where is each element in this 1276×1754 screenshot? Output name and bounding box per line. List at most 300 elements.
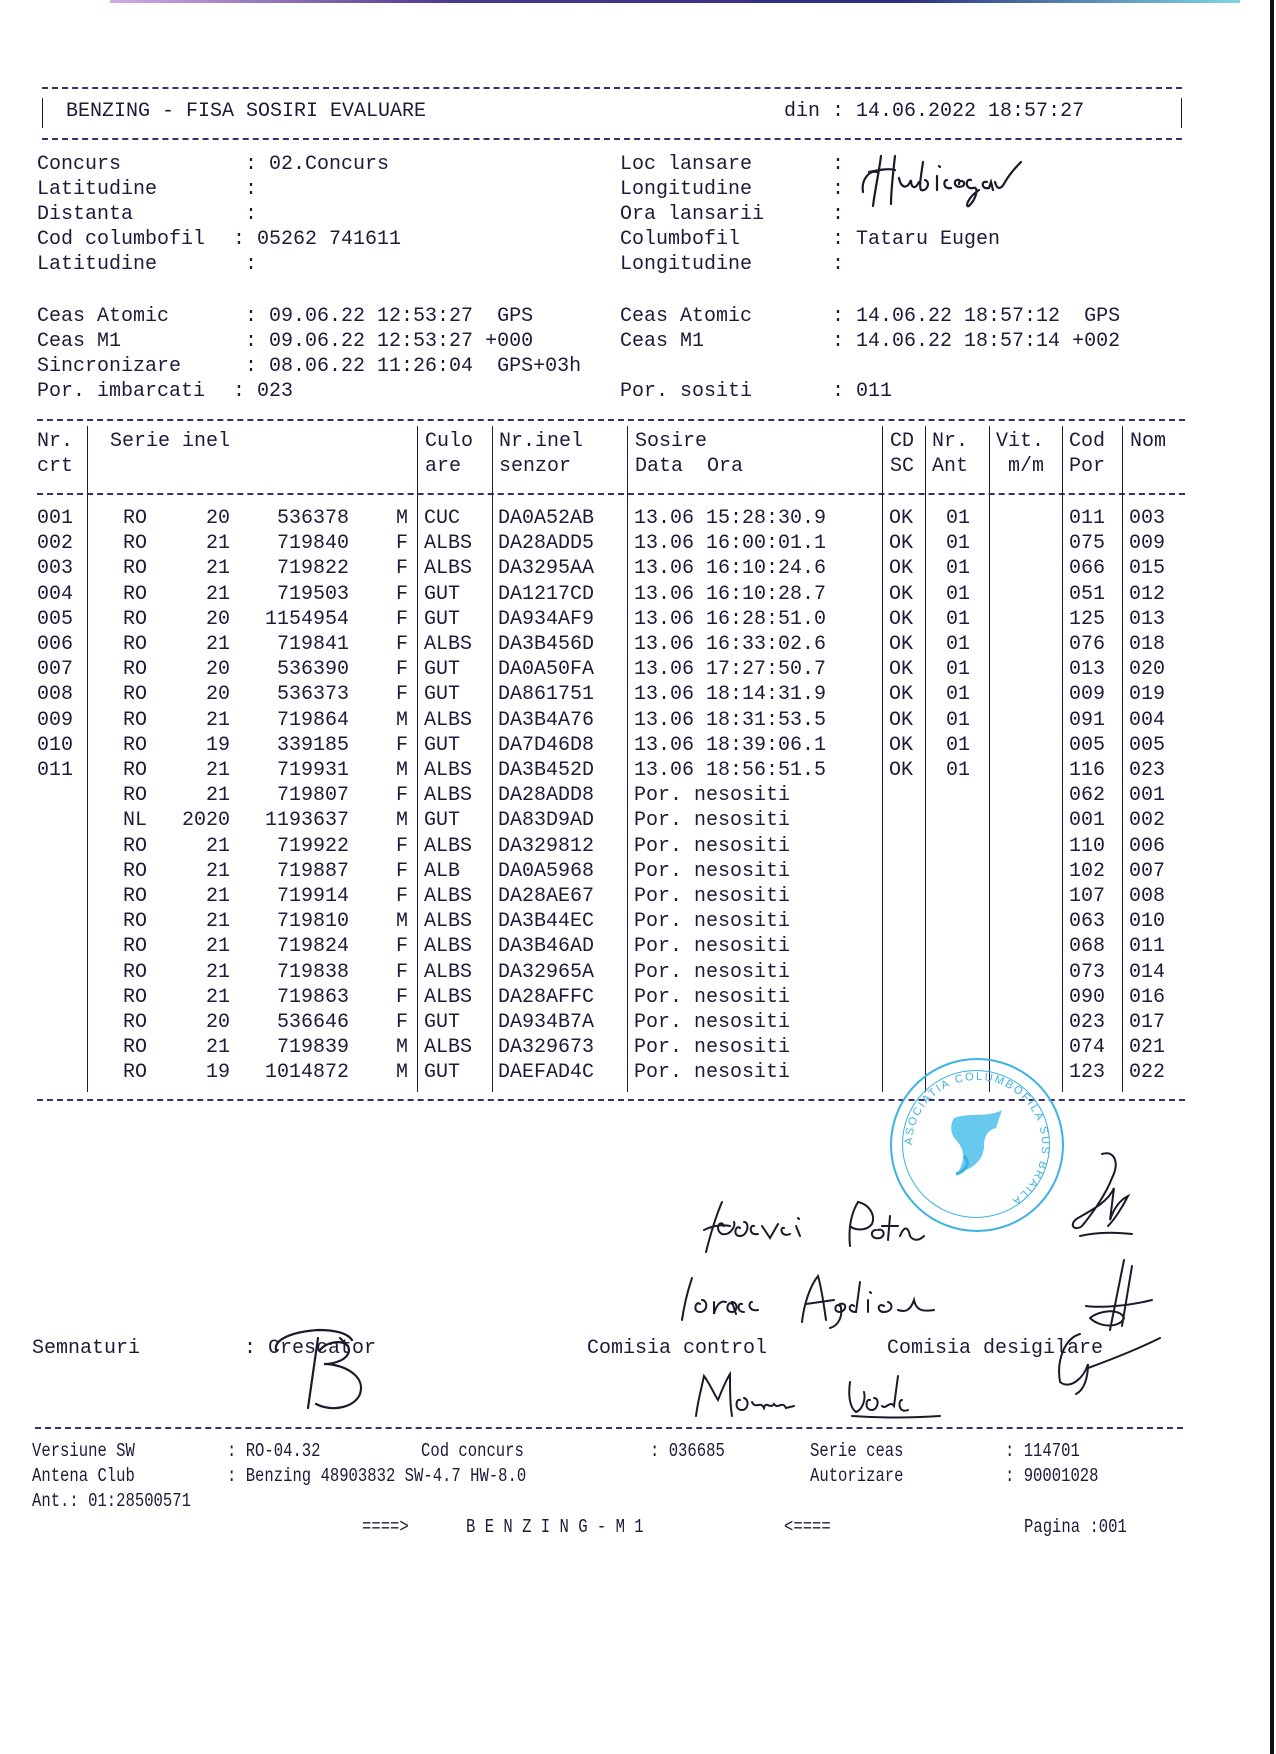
col-sep — [989, 426, 990, 1092]
cell-tara: RO — [123, 683, 148, 707]
pagina-value: 001 — [1098, 1516, 1127, 1538]
info-row — [37, 202, 133, 227]
stamp-text: ASOCIATIA COLUMBOFILA SUS BRAILA — [902, 1070, 1052, 1209]
cell-inel: 536378 — [276, 507, 349, 530]
cell-inel: 719822 — [276, 557, 349, 581]
cell-culoare: GUT — [424, 607, 461, 631]
cell-culoare: ALBS — [424, 960, 473, 984]
cell-senzor: DA83D9AD — [498, 809, 595, 833]
ceas-atomic-end: 14.06.22 18:57:12 — [856, 305, 1061, 328]
cell-senzor: DA3B44EC — [498, 910, 595, 934]
cell-culoare: ALB — [424, 859, 461, 883]
clock-value: : 08.06.22 11:26:04 GPS+03h — [245, 355, 582, 378]
cell-nom: 020 — [1129, 658, 1166, 682]
cell-inel: 1014872 — [264, 1061, 349, 1085]
cell-nom: 022 — [1129, 1061, 1166, 1085]
header-border-bottom — [42, 138, 1182, 140]
cell-tara: RO — [123, 1036, 148, 1060]
versiune-value: : RO-04.32 — [227, 1440, 321, 1462]
info-row — [37, 177, 157, 202]
cell-cod-por: 005 — [1069, 733, 1106, 757]
versiune-text: RO-04.32 — [245, 1440, 321, 1462]
cell-nr: 010 — [37, 733, 74, 757]
cell-nr: 011 — [37, 759, 74, 782]
header-cd: CD — [890, 430, 915, 453]
cell-cod-por: 123 — [1069, 1061, 1106, 1085]
cell-nr-ant: 01 — [946, 733, 971, 757]
cod-concurs-text: 036685 — [668, 1440, 725, 1462]
info-label: Concurs — [37, 153, 122, 176]
cell-an: 21 — [205, 935, 230, 959]
cell-nom: 018 — [1129, 633, 1166, 656]
col-sep — [627, 426, 628, 1092]
cell-inel: 719887 — [276, 859, 349, 883]
cell-sosire: Por. nesositi — [634, 935, 791, 959]
ceas-m1-end: 14.06.22 18:57:14 — [856, 330, 1061, 353]
cell-sex: M — [396, 708, 409, 732]
header-serie-inel: Serie inel — [110, 430, 231, 453]
header-culoare: Culo — [425, 430, 474, 453]
cell-nom: 010 — [1129, 910, 1166, 934]
cell-cod-por: 011 — [1069, 507, 1106, 530]
cell-tara: RO — [123, 834, 148, 858]
clock-label: Ceas Atomic — [620, 305, 753, 328]
signature-crescator — [268, 1328, 418, 1418]
cell-senzor: DA934B7A — [498, 1011, 595, 1034]
cell-inel: 1193637 — [264, 809, 349, 833]
info-row — [37, 252, 157, 277]
cell-tara: RO — [123, 582, 148, 606]
cell-sosire: Por. nesositi — [634, 910, 791, 934]
cell-sex: F — [396, 1011, 409, 1034]
cell-an: 21 — [205, 910, 230, 934]
cell-culoare: GUT — [424, 1061, 461, 1085]
cell-an: 21 — [205, 532, 230, 556]
cell-senzor: DAEFAD4C — [498, 1061, 595, 1085]
cell-culoare: ALBS — [424, 1036, 473, 1060]
cell-an: 21 — [205, 633, 230, 656]
cell-an: 21 — [205, 1036, 230, 1060]
header-senzor: senzor — [499, 455, 572, 478]
cell-tara: RO — [123, 532, 148, 556]
cell-tara: RO — [123, 708, 148, 732]
info-label: Longitudine — [620, 178, 753, 201]
cell-nr: 008 — [37, 683, 74, 707]
cell-sosire: Por. nesositi — [634, 1061, 791, 1085]
cell-senzor: DA3B46AD — [498, 935, 595, 959]
cell-culoare: ALBS — [424, 759, 473, 782]
cell-cd-sc: OK — [889, 733, 914, 757]
signature-scribble-3 — [1040, 1328, 1170, 1398]
header-nr-inel: Nr.inel — [499, 430, 584, 453]
versiune-label: Versiune SW — [32, 1440, 135, 1462]
cell-sosire: Por. nesositi — [634, 859, 791, 883]
cell-an: 19 — [205, 1061, 230, 1085]
cell-nom: 009 — [1129, 532, 1166, 556]
cell-sex: F — [396, 582, 409, 606]
cell-tara: RO — [123, 507, 148, 530]
info-label: Cod columbofil — [37, 228, 206, 251]
col-sep — [1062, 426, 1063, 1092]
cell-an: 21 — [205, 784, 230, 808]
info-colon: : — [832, 153, 857, 176]
cell-sex: F — [396, 834, 409, 858]
signature-name-1 — [700, 1196, 990, 1258]
cell-cod-por: 051 — [1069, 582, 1106, 606]
cell-sex: F — [396, 733, 409, 757]
clock-suffix: +002 — [1072, 330, 1121, 353]
cell-cd-sc: OK — [889, 708, 914, 732]
autorizare-text: 90001028 — [1023, 1465, 1099, 1487]
comisia-control-label: Comisia control — [587, 1337, 768, 1360]
cell-sosire: 13.06 16:00:01.1 — [634, 532, 827, 556]
clock-label: Por. sositi — [620, 380, 753, 403]
cell-inel: 719931 — [276, 759, 349, 782]
cell-senzor: DA3B452D — [498, 759, 595, 782]
cell-tara: RO — [123, 607, 148, 631]
cell-senzor: DA0A50FA — [498, 658, 595, 682]
cell-culoare: ALBS — [424, 910, 473, 934]
col-sep — [882, 426, 883, 1092]
cod-concurs-label: Cod concurs — [421, 1440, 524, 1462]
cell-an: 20 — [205, 607, 230, 631]
cell-culoare: ALBS — [424, 834, 473, 858]
col-sep — [1122, 426, 1123, 1092]
clock-suffix: GPS — [1072, 305, 1121, 328]
cell-cod-por: 102 — [1069, 859, 1106, 883]
cell-sosire: 13.06 18:14:31.9 — [634, 683, 827, 707]
cell-sex: F — [396, 532, 409, 556]
cell-an: 21 — [205, 885, 230, 908]
cell-sosire: Por. nesositi — [634, 960, 791, 984]
info-label: Ora lansarii — [620, 203, 765, 226]
report-date-label: din : 14.06.2022 18:57:27 — [784, 100, 1085, 123]
cell-nr-ant: 01 — [946, 582, 971, 606]
cell-sosire: 13.06 16:28:51.0 — [634, 607, 827, 631]
cell-an: 19 — [205, 733, 230, 757]
cod-columbofil-value: 05262 741611 — [257, 228, 402, 251]
cell-tara: RO — [123, 759, 148, 782]
cell-an: 21 — [205, 582, 230, 606]
cell-tara: NL — [123, 809, 148, 833]
cell-nom: 006 — [1129, 834, 1166, 858]
clock-value: : 09.06.22 12:53:27 +000 — [245, 330, 534, 353]
cell-an: 2020 — [181, 809, 230, 833]
cell-sex: F — [396, 859, 409, 883]
cell-cod-por: 075 — [1069, 532, 1106, 556]
clock-value: : 14.06.22 18:57:14 +002 — [832, 330, 1121, 353]
cell-an: 21 — [205, 557, 230, 581]
cell-sex: F — [396, 607, 409, 631]
cell-senzor: DA28AE67 — [498, 885, 595, 908]
cell-nom: 011 — [1129, 935, 1166, 959]
cell-an: 20 — [205, 658, 230, 682]
cell-tara: RO — [123, 658, 148, 682]
cell-nom: 014 — [1129, 960, 1166, 984]
clock-label: Sincronizare — [37, 355, 182, 378]
cell-senzor: DA0A5968 — [498, 859, 595, 883]
cell-cd-sc: OK — [889, 532, 914, 556]
concurs-value: 02.Concurs — [269, 153, 390, 176]
cell-inel: 719839 — [276, 1036, 349, 1060]
antena-value: : Benzing 48903832 SW-4.7 HW-8.0 — [227, 1465, 527, 1487]
info-row-value: : — [245, 253, 270, 276]
cell-sosire: 13.06 18:31:53.5 — [634, 708, 827, 732]
ceas-m1-start: 09.06.22 12:53:27 — [269, 330, 474, 353]
comisia-desigilare-label: Comisia desigilare — [887, 1337, 1104, 1360]
cell-an: 21 — [205, 834, 230, 858]
info-label: Distanta — [37, 203, 134, 226]
cell-culoare: GUT — [424, 733, 461, 757]
cell-culoare: GUT — [424, 1011, 461, 1034]
cell-tara: RO — [123, 935, 148, 959]
cell-cod-por: 110 — [1069, 834, 1106, 858]
cell-nr-ant: 01 — [946, 607, 971, 631]
pagina — [1024, 1516, 1127, 1538]
cell-senzor: DA1217CD — [498, 582, 595, 606]
cell-senzor: DA28ADD5 — [498, 532, 595, 556]
header-sc: SC — [890, 455, 915, 478]
cell-culoare: ALBS — [424, 885, 473, 908]
cell-cd-sc: OK — [889, 557, 914, 581]
cell-sex: M — [396, 759, 409, 782]
scan-edge-top — [110, 0, 1240, 3]
cell-senzor: DA28ADD8 — [498, 784, 595, 808]
cell-culoare: GUT — [424, 582, 461, 606]
table-border-top — [37, 419, 1185, 421]
cell-inel: 719807 — [276, 784, 349, 808]
cell-inel: 719503 — [276, 582, 349, 606]
info-label: Latitudine — [37, 178, 158, 201]
cell-tara: RO — [123, 885, 148, 908]
handwritten-loc-lansare — [855, 150, 1070, 210]
signature-name-2 — [672, 1270, 1042, 1330]
cell-cod-por: 073 — [1069, 960, 1106, 984]
cell-tara: RO — [123, 633, 148, 656]
cell-sex: F — [396, 557, 409, 581]
cell-cd-sc: OK — [889, 759, 914, 782]
cell-nr: 001 — [37, 507, 74, 530]
cell-senzor: DA0A52AB — [498, 507, 595, 530]
col-sep — [87, 426, 88, 1092]
cell-sex: F — [396, 683, 409, 707]
cell-cod-por: 068 — [1069, 935, 1106, 959]
cell-cod-por: 107 — [1069, 885, 1106, 908]
cell-nr-ant: 01 — [946, 532, 971, 556]
columbofil-value: Tataru Eugen — [856, 228, 1001, 251]
cell-cod-por: 063 — [1069, 910, 1106, 934]
cell-nr: 002 — [37, 532, 74, 556]
cell-nr: 007 — [37, 658, 74, 682]
info-label: Loc lansare — [620, 153, 753, 176]
cell-inel: 719810 — [276, 910, 349, 934]
cell-tara: RO — [123, 784, 148, 808]
header-m-m: m/m — [996, 455, 1045, 478]
cell-culoare: GUT — [424, 683, 461, 707]
cell-cod-por: 125 — [1069, 607, 1106, 631]
cell-sex: F — [396, 658, 409, 682]
cell-sosire: 13.06 16:10:28.7 — [634, 582, 827, 606]
cell-cod-por: 023 — [1069, 1011, 1106, 1034]
cell-an: 21 — [205, 960, 230, 984]
cell-inel: 536373 — [276, 683, 349, 707]
cell-tara: RO — [123, 1011, 148, 1034]
report-title: BENZING - FISA SOSIRI EVALUARE — [66, 100, 427, 123]
info-row-value: : — [245, 203, 270, 226]
signature-name-3 — [690, 1370, 990, 1422]
cell-senzor: DA3295AA — [498, 557, 595, 581]
header-culoare-2: are — [425, 455, 462, 478]
cell-nom: 008 — [1129, 885, 1166, 908]
banner-text: B E N Z I N G - M 1 — [466, 1516, 644, 1538]
cell-sosire: Por. nesositi — [634, 1036, 791, 1060]
cell-cod-por: 062 — [1069, 784, 1106, 808]
cell-cod-por: 091 — [1069, 708, 1106, 732]
header-crt: crt — [37, 455, 74, 478]
info-colon: : — [832, 203, 857, 226]
cell-sex: F — [396, 985, 409, 1009]
cell-sosire: Por. nesositi — [634, 885, 791, 908]
cell-an: 21 — [205, 985, 230, 1009]
col-sep — [492, 426, 493, 1092]
cod-concurs-value: : 036685 — [650, 1440, 725, 1462]
cell-nr-ant: 01 — [946, 557, 971, 581]
cell-culoare: ALBS — [424, 784, 473, 808]
cell-senzor: DA3B4A76 — [498, 708, 595, 732]
cell-tara: RO — [123, 557, 148, 581]
cell-senzor: DA934AF9 — [498, 607, 595, 631]
cell-culoare: GUT — [424, 658, 461, 682]
cell-nr: 004 — [37, 582, 74, 606]
cell-sosire: 13.06 18:56:51.5 — [634, 759, 827, 782]
cell-cod-por: 074 — [1069, 1036, 1106, 1060]
cell-senzor: DA32965A — [498, 960, 595, 984]
cell-sosire: 13.06 17:27:50.7 — [634, 658, 827, 682]
cell-sex: F — [396, 633, 409, 656]
clock-suffix: GPS — [485, 305, 534, 328]
header-border-top — [42, 87, 1182, 89]
cell-nom: 005 — [1129, 733, 1166, 757]
serie-ceas-text: 114701 — [1023, 1440, 1080, 1462]
cell-sosire: Por. nesositi — [634, 809, 791, 833]
cell-sex: F — [396, 784, 409, 808]
cell-nom: 012 — [1129, 582, 1166, 606]
cell-sex: M — [396, 507, 409, 530]
scan-edge-right — [1270, 0, 1274, 1754]
cell-nr: 006 — [37, 633, 74, 656]
table-header-divider — [37, 493, 1185, 495]
semnaturi-label: Semnaturi — [32, 1337, 141, 1360]
cell-sosire: 13.06 15:28:30.9 — [634, 507, 827, 530]
cell-an: 20 — [205, 507, 230, 530]
cell-sosire: 13.06 18:39:06.1 — [634, 733, 827, 757]
serie-ceas-value: : 114701 — [1005, 1440, 1080, 1462]
cell-culoare: ALBS — [424, 708, 473, 732]
cell-cd-sc: OK — [889, 607, 914, 631]
cell-sex: F — [396, 935, 409, 959]
por-sositi-value: 011 — [856, 380, 893, 403]
header-vit: Vit. — [996, 430, 1045, 453]
clock-label: Ceas Atomic — [37, 305, 170, 328]
signature-scribble-1 — [1062, 1148, 1142, 1244]
cell-nom: 016 — [1129, 985, 1166, 1009]
cell-cd-sc: OK — [889, 507, 914, 530]
cell-senzor: DA329812 — [498, 834, 595, 858]
cell-nr: 003 — [37, 557, 74, 581]
cell-nr-ant: 01 — [946, 507, 971, 530]
crescator-text: Crescator — [268, 1337, 377, 1360]
cell-nom: 017 — [1129, 1011, 1166, 1034]
info-row-value: : 02.Concurs — [245, 153, 390, 176]
cell-inel: 719914 — [276, 885, 349, 908]
cell-sex: M — [396, 1036, 409, 1060]
cell-culoare: ALBS — [424, 557, 473, 581]
cell-inel: 719840 — [276, 532, 349, 556]
cell-nom: 007 — [1129, 859, 1166, 883]
cell-inel: 719841 — [276, 633, 349, 656]
cell-tara: RO — [123, 1061, 148, 1085]
cell-nr-ant: 01 — [946, 759, 971, 782]
header-nr: Nr. — [37, 430, 74, 453]
antena-label: Antena Club — [32, 1465, 135, 1487]
cell-inel: 719922 — [276, 834, 349, 858]
cell-tara: RO — [123, 733, 148, 757]
header-sosire: Sosire — [635, 430, 708, 453]
cell-nom: 004 — [1129, 708, 1166, 732]
info-row-value: : — [245, 178, 270, 201]
cell-nr-ant: 01 — [946, 683, 971, 707]
ceas-atomic-start: 09.06.22 12:53:27 — [269, 305, 474, 328]
header-border-right — [1181, 98, 1182, 128]
cell-senzor: DA28AFFC — [498, 985, 595, 1009]
clock-value: : 09.06.22 12:53:27 GPS — [245, 305, 534, 328]
cell-sosire: Por. nesositi — [634, 1011, 791, 1034]
sincronizare-value: 08.06.22 11:26:04 — [269, 355, 474, 378]
header-cod: Cod — [1069, 430, 1106, 453]
header-data-ora: Data Ora — [635, 455, 744, 478]
cell-sex: M — [396, 1061, 409, 1085]
header-nr-ant: Nr. — [932, 430, 969, 453]
cell-sosire: 13.06 16:10:24.6 — [634, 557, 827, 581]
autorizare-label: Autorizare — [810, 1465, 904, 1487]
cell-an: 21 — [205, 708, 230, 732]
header-nom: Nom — [1130, 430, 1167, 453]
din-value: 14.06.2022 18:57:27 — [856, 100, 1085, 123]
clock-value: : 023 — [233, 380, 294, 403]
cell-nr: 005 — [37, 607, 74, 631]
cell-inel: 719824 — [276, 935, 349, 959]
cell-an: 20 — [205, 1011, 230, 1034]
cell-culoare: ALBS — [424, 633, 473, 656]
cell-cd-sc: OK — [889, 683, 914, 707]
antena-text: Benzing 48903832 SW-4.7 HW-8.0 — [245, 1465, 527, 1487]
cell-nom: 003 — [1129, 507, 1166, 530]
cell-nom: 023 — [1129, 759, 1166, 782]
cell-nr-ant: 01 — [946, 633, 971, 656]
cell-nr-ant: 01 — [946, 708, 971, 732]
cell-cd-sc: OK — [889, 633, 914, 656]
cell-senzor: DA3B456D — [498, 633, 595, 656]
cell-inel: 339185 — [276, 733, 349, 757]
cell-culoare: CUC — [424, 507, 461, 530]
header-border-left — [42, 98, 43, 128]
cell-tara: RO — [123, 859, 148, 883]
cell-an: 21 — [205, 759, 230, 782]
cell-sosire: Por. nesositi — [634, 834, 791, 858]
info-colon: : — [832, 178, 857, 201]
info-colon: : — [832, 253, 857, 276]
cell-senzor: DA861751 — [498, 683, 595, 707]
